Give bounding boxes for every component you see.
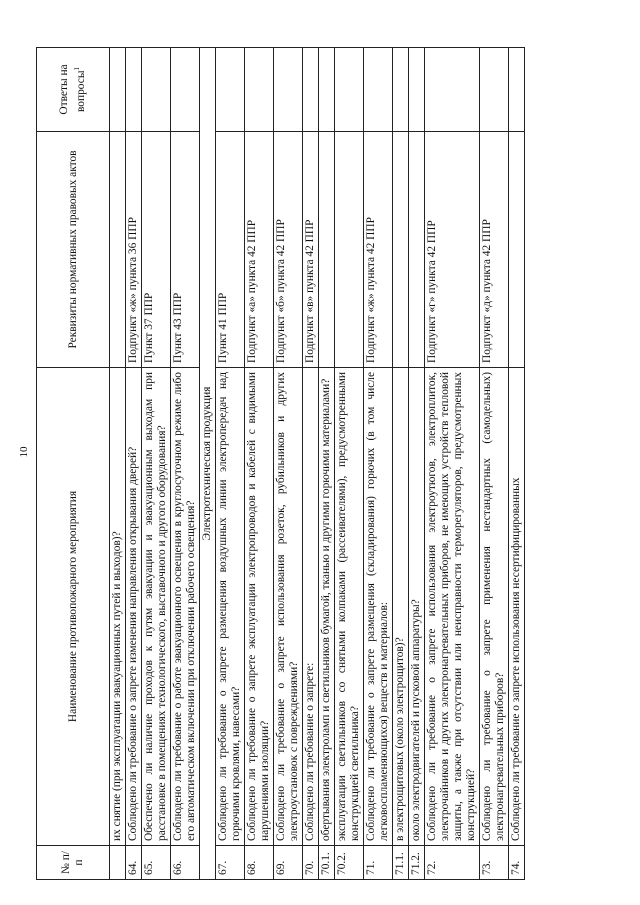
table-row	[319, 48, 335, 880]
row-requisite: Пункт 43 ППР	[171, 132, 200, 368]
row-question: Соблюдено ли требование о запрете использования розеток, рубильников и других электроустановок с повреждениями?	[274, 368, 303, 846]
table-row	[364, 48, 393, 880]
table-row	[335, 48, 364, 880]
section-row	[200, 48, 216, 880]
table-header-row	[37, 48, 110, 880]
table-row	[216, 48, 245, 880]
row-answer-cell	[216, 48, 245, 132]
row-question: Соблюдено ли требование о запрете размещения воздушных линии электропередач над горючими кровлями, навесами?	[216, 368, 245, 846]
row-answer-cell	[364, 48, 393, 132]
row-requisite: Подпункт «г» пункта 42 ППР	[425, 132, 480, 368]
row-answer-cell	[480, 48, 509, 132]
row-answer-cell	[425, 48, 480, 132]
row-answer-cell	[409, 48, 425, 132]
row-question: в электрощитовых (около электрощитов)?	[393, 368, 409, 846]
row-answer-cell	[509, 48, 525, 132]
row-requisite: Подпункт «д» пункта 42 ППР	[480, 132, 509, 368]
header-number: № п/п	[37, 846, 110, 880]
row-question: около электродвигателей и пусковой аппаратуры?	[409, 368, 425, 846]
row-number: 71.	[364, 846, 393, 880]
table-row	[142, 48, 171, 880]
header-answers	[37, 48, 110, 132]
checklist-rotated-container	[36, 48, 596, 880]
row-number: 72.	[425, 846, 480, 880]
row-answer-cell	[319, 48, 335, 132]
row-number: 70.	[303, 846, 319, 880]
header-measure-name: Наименование противопожарного мероприятия	[37, 368, 110, 846]
row-number: 69.	[274, 846, 303, 880]
row-requisite	[393, 132, 409, 368]
row-answer-cell	[110, 48, 126, 132]
table-row	[110, 48, 126, 880]
row-question: Соблюдено ли требование о запрете применения нестандартных (самодельных) электронагревательных приборов?	[480, 368, 509, 846]
table-row	[303, 48, 319, 880]
row-requisite: Пункт 41 ППР	[216, 132, 245, 368]
table-row	[245, 48, 274, 880]
table-row	[425, 48, 480, 880]
table-row	[509, 48, 525, 880]
row-answer-cell	[126, 48, 142, 132]
row-number: 67.	[216, 846, 245, 880]
row-question: эксплуатации светильников со снятыми колпаками (рассеивателями), предусмотренными конструкцией светильника?	[335, 368, 364, 846]
row-question: их снятие (при эксплуатации эвакуационных путей и выходов)?	[110, 368, 126, 846]
row-question: обертывания электроламп и светильников бумагой, тканью и другими горючими материалами?	[319, 368, 335, 846]
table-row	[393, 48, 409, 880]
row-question: Соблюдено ли требование о работе эвакуационного освещения в круглосуточном режиме либо его автоматическом включении при отключении рабочего освещения?	[171, 368, 200, 846]
row-question: Соблюдено ли требование о запрете эксплуатации электропроводов и кабелей с видимыми нарушениями изоляции?	[245, 368, 274, 846]
row-number	[110, 846, 126, 880]
row-answer-cell	[303, 48, 319, 132]
table-row	[480, 48, 509, 880]
table-row	[126, 48, 142, 880]
row-requisite: Подпункт «ж» пункта 42 ППР	[364, 132, 393, 368]
row-answer-cell	[142, 48, 171, 132]
row-requisite: Подпункт «в» пункта 42 ППР	[303, 132, 319, 368]
row-requisite	[509, 132, 525, 368]
row-requisite	[110, 132, 126, 368]
row-number: 68.	[245, 846, 274, 880]
row-requisite	[335, 132, 364, 368]
row-number: 64.	[126, 846, 142, 880]
row-number: 70.1.	[319, 846, 335, 880]
row-requisite: Подпункт «а» пункта 42 ППР	[245, 132, 274, 368]
row-question: Соблюдено ли требование о запрете:	[303, 368, 319, 846]
row-question: Соблюдено ли требование о запрете использования несертифицированных	[509, 368, 525, 846]
footnote-marker: 1	[73, 67, 82, 71]
table-row	[274, 48, 303, 880]
row-question: Обеспечено ли наличие проходов к путям эвакуации и эвакуационным выходам при расстановке в помещениях технологического, выставочного и другого оборудования?	[142, 368, 171, 846]
row-answer-cell	[245, 48, 274, 132]
row-requisite	[409, 132, 425, 368]
row-number: 65.	[142, 846, 171, 880]
fire-safety-checklist-table	[36, 47, 525, 880]
row-question: Соблюдено ли требование о запрете использования электроутюгов, электроплиток, электрочайников и других электронагревательных приборов, не имеющих устройств тепловой защиты, а также при отсутствии или неисправности терморегуляторов, предусмотренных конструкцией?	[425, 368, 480, 846]
row-requisite	[319, 132, 335, 368]
row-requisite: Подпункт «ж» пункта 36 ППР	[126, 132, 142, 368]
section-title: Электротехническая продукция	[200, 48, 216, 880]
row-number: 73.	[480, 846, 509, 880]
row-number: 71.1.	[393, 846, 409, 880]
header-legal-requisites: Реквизиты нормативных правовых актов	[37, 132, 110, 368]
header-answers-label: Ответы на вопросы	[58, 64, 87, 115]
row-answer-cell	[274, 48, 303, 132]
row-number: 70.2.	[335, 846, 364, 880]
page-number: 10	[18, 446, 30, 458]
row-requisite: Подпункт «б» пункта 42 ППР	[274, 132, 303, 368]
row-number: 71.2.	[409, 846, 425, 880]
row-requisite: Пункт 37 ППР	[142, 132, 171, 368]
table-row	[171, 48, 200, 880]
row-number: 74.	[509, 846, 525, 880]
row-answer-cell	[171, 48, 200, 132]
row-question: Соблюдено ли требование о запрете размещения (складирования) горючих (в том числе легковоспламеняющихся) веществ и материалов:	[364, 368, 393, 846]
row-question: Соблюдено ли требование о запрете изменения направления открывания дверей?	[126, 368, 142, 846]
row-answer-cell	[335, 48, 364, 132]
table-row	[409, 48, 425, 880]
row-number: 66.	[171, 846, 200, 880]
row-answer-cell	[393, 48, 409, 132]
